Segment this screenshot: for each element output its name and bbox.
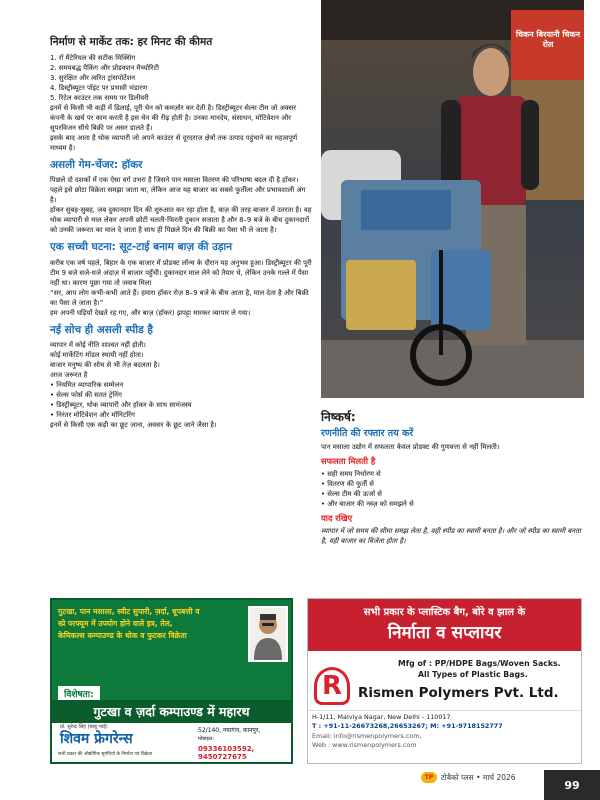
list-item: • निरंतर मोटिवेशन और मॉनिटरिंग <box>50 411 135 420</box>
line: कोई मार्केटिंग मॉडल स्थायी नहीं होता। <box>50 351 144 360</box>
line: आज जरूरत है <box>50 371 88 380</box>
website[interactable]: Web : www.rismenpolymers.com <box>312 740 417 749</box>
phone[interactable]: T : +91-11-26673268,26653267; M: +91-9718152777 <box>312 722 503 731</box>
phones[interactable]: 09336103592, 9450727675 <box>198 745 255 761</box>
address: H-1/11, Malviya Nagar, New Delhi - 110017 <box>312 713 451 721</box>
paragraph: पहले इसे छोटा विक्रेता समझा जाता था, लेकिन आज यह बाजार का सबसे फुर्तीला और प्रभावशाली अंग है। <box>50 186 306 205</box>
footer-brand <box>421 772 516 783</box>
conclusion-column <box>321 410 583 546</box>
special-label: विशेषता: <box>58 686 100 701</box>
page-number: 99 <box>544 770 600 800</box>
banner-line1: सभी प्रकार के प्लास्टिक बैग, बोरे व झाल के <box>363 607 526 618</box>
ad-line: स्प्रे परफ्यूम में उपयोग होने वाले इत्र, तेल, <box>58 618 173 628</box>
paragraph: हम अपनी घड़ियाँ देखते रह गए, और बाज़ (हॉकर) झपट्टा मारकर व्यापार ले गया। <box>50 308 251 317</box>
proprietor-name: प्रो. सुरेन्द्र सिंह (बब्बू भाई) <box>60 724 108 730</box>
ad-line: केमिकल्स कम्पाउण्ड के थोक व फुटकर विक्रेता <box>58 630 187 640</box>
footer-brand-text: टोबैको प्लस • मार्च 2026 <box>441 772 516 782</box>
paragraph: पान मसाला उद्योग में सफलता केवल प्रोडक्ट की गुणवत्ता से नहीं मिलती। <box>321 443 500 452</box>
special-line: गुटखा व ज़र्दा कम्पाउण्ड में महारथ <box>52 700 291 723</box>
list-item: 3. सुरक्षित और त्वरित ट्रांसपोर्टेशन <box>50 73 136 82</box>
paragraph: हॉकर सुबह-सुबह, जब दुकानदार दिन की शुरुआत कर रहा होता है, बाज़ की तरह बाजार में उतरता है। वह थोक व्यापारी से माल लेकर अपनी छोटी चलती-फिरती दुकान सजाता है और 8–9 बजे के बीच दुकानदारों को उनकी जरूरत का माल दे जाता है साथ ही पिछले दिन की बिक्री का पैसा भी ले जाता है। <box>50 206 312 235</box>
quote: “सर, आप लोग कभी-कभी आते हैं। हमारा हॉकर रोज़ 8–9 बजे के बीच आता है, माल देता है और बिक्री का पैसा ले जाता है।” <box>50 288 309 307</box>
remember-heading: याद रखिए <box>321 513 353 524</box>
production-steps-list <box>50 53 312 103</box>
hawker-photo-illustration <box>321 0 584 398</box>
list-item: 1. रॉ मैटेरियल की सटीक मिक्सिंग <box>50 53 136 62</box>
address: 52/140, नयागंज, कानपुर, <box>198 727 261 734</box>
line: व्यापार में कोई नीति शाश्वत नहीं होती। <box>50 341 146 350</box>
list-item: • सेल्स फोर्स की सतत ट्रेनिंग <box>50 391 122 400</box>
left-column <box>50 36 312 430</box>
conclusion-subheading: रणनीति की रफ्तार तय करें <box>321 428 414 440</box>
tagline: सभी प्रकार की औद्योगिक सुगंधियों के निर्माता एवं विक्रेता <box>58 752 152 757</box>
banner-line2: निर्माता व सप्लायर <box>387 623 502 643</box>
rismen-polymers-ad[interactable] <box>307 598 582 764</box>
mobile-label: मोबाइल: <box>198 736 214 742</box>
list-item: • वितरण की फुर्ती से <box>321 480 374 489</box>
all-types-line: All Types of Plastic Bags. <box>418 670 528 679</box>
line: बाजार मनुष्य की सोच से भी तेज़ बदलता है। <box>50 361 160 370</box>
shop-sign: चिकन बिरयानी चिकन रोल <box>515 30 581 49</box>
hawker-photo <box>321 0 584 398</box>
list-item: 5. रिटेल काउंटर तक समय पर डिलीवरी <box>50 93 149 102</box>
mfg-line: Mfg of : PP/HDPE Bags/Woven Sacks. <box>398 659 561 668</box>
shivam-fragrance-ad[interactable] <box>50 598 293 764</box>
list-item: 2. समयबद्ध पैकिंग और प्रोडक्शन मैच्योरिटी <box>50 63 159 72</box>
list-item: 4. डिस्ट्रीब्यूटर पॉइंट पर प्रभावी भंडारण <box>50 83 148 92</box>
list-item: • नियमित व्यापारिक सम्मेलन <box>50 381 124 390</box>
paragraph: इनमें से किसी भी कड़ी में ढिलाई, पूरी चेन को कमज़ोर कर देती है। डिस्ट्रीब्यूटर सेल्स टीम जो अक्सर कंपनी के खर्च पर काम करती है इस चेन की रीढ़ होती है। उनका मानदेय, संसाधन, मोटिवेशन और सुपरविजन सीधे बिक्री पर असर डालते हैं। <box>50 103 297 132</box>
email[interactable]: Email: info@rismenpolymers.com, <box>312 731 422 740</box>
company-logo: R <box>314 667 350 705</box>
paragraph: इसके बाद आता है थोक व्यापारी जो अपने काउंटर से दूरदराज क्षेत्रों तक उत्पाद पहुंचाने का महत्वपूर्ण माध्यम है। <box>50 133 298 152</box>
ad-line: गुटखा, पान मसाला, स्वीट सुपारी, ज़र्दा, धूपबत्ती व <box>58 607 200 616</box>
needs-list <box>50 380 312 420</box>
company-name: शिवम फ्रेगरेन्स <box>60 731 133 747</box>
ad-banner <box>308 599 581 651</box>
section-heading-hawker: असली गेम-चेंजर: हॉकर <box>50 158 143 171</box>
list-item: • और बाजार की नब्ज़ को समझने से <box>321 500 414 509</box>
list-item: • सही समय निर्धारण से <box>321 470 381 479</box>
company-name: Rismen Polymers Pvt. Ltd. <box>358 685 559 701</box>
conclusion-heading: निष्कर्ष: <box>321 410 356 424</box>
section-heading-production: निर्माण से मार्केट तक: हर मिनट की कीमत <box>50 36 213 48</box>
paragraph: करीब एक वर्ष पहले, बिहार के एक बाजार में प्रोडक्ट लॉन्च के दौरान यह अनुभव हुआ। डिस्ट्रीब्यूटर की पूरी टीम 9 बजे सजे-धजे अंदाज़ में बाजार पहुँची। दुकानदार माल लेने को तैयार थे, लेकिन उनके गल्ले में पैसा नहीं था। कारण पूछा गया तो जवाब मिला <box>50 258 312 287</box>
section-heading-true-story: एक सच्ची घटना: सूट-टाई बनाम बाज़ की उड़ान <box>50 241 233 254</box>
tp-logo-icon: TP <box>421 772 437 783</box>
remember-text: व्यापार में जो समय की सीमा समझ लेता है, वही स्पीड का स्वामी बनता है। और जो स्पीड का स्वामी बनता है, वही बाजार का विजेता होता है। <box>321 527 581 546</box>
section-heading-new-thinking: नई सोच ही असली स्पीड है <box>50 323 153 336</box>
success-heading: सफलता मिलती है <box>321 456 376 467</box>
list-item: • डिस्ट्रीब्यूटर, थोक व्यापारी और हॉकर के साथ सामंजस्य <box>50 401 192 410</box>
proprietor-photo <box>248 606 288 662</box>
paragraph: पिछले दो दशकों में एक ऐसा वर्ग उभरा है जिसने पान मसाला वितरण की परिभाषा बदल दी है हॉकर। <box>50 176 299 185</box>
closing-line: इनमें से किसी एक कड़ी का छूट जाना, अवसर के छूट जाने जैसा है। <box>50 421 217 430</box>
success-list <box>321 469 583 509</box>
list-item: • सेल्स टीम की ऊर्जा से <box>321 490 382 499</box>
